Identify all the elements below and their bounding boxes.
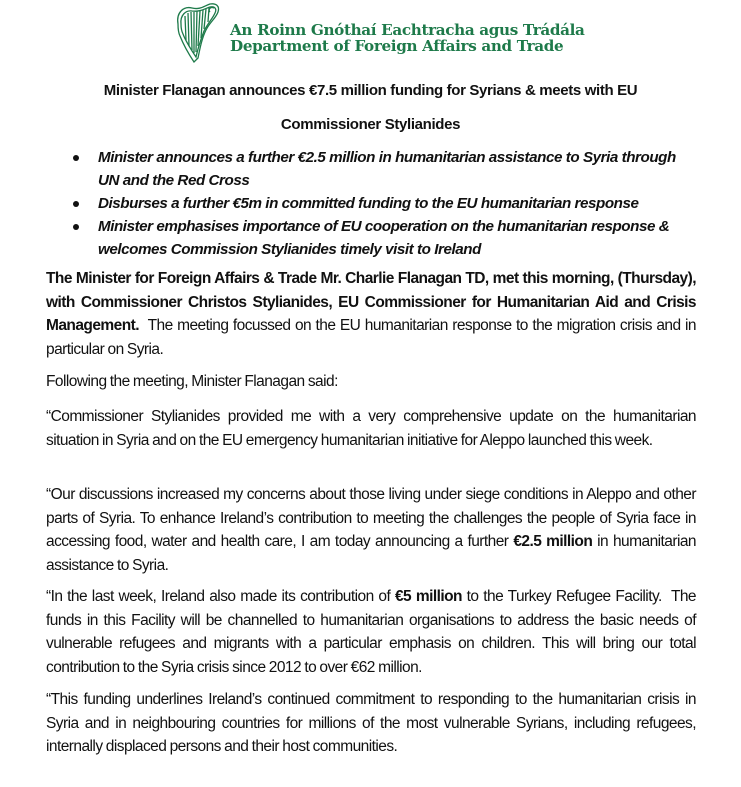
bullet-icon: [73, 224, 79, 230]
department-name: [230, 22, 585, 54]
key-point: [68, 215, 698, 261]
department-name-irish: An Roinn Gnóthaí Eachtracha agus Trádála: [230, 21, 585, 39]
key-point: [68, 146, 698, 192]
key-point-text: Minister announces a further €2.5 million in humanitarian assistance to Syria through UN and the Red Cross: [98, 149, 676, 189]
quote-text: to the Turkey Refugee Facility. The funds in this Facility will be channelled to humanitarian organisations to address the basic needs of vulnerable refugees and migrants with a particular emphasis on children. This will bring our total contribution to the Syria crisis since 2012 to over €62 million.: [46, 588, 700, 676]
bullet-icon: [73, 155, 79, 161]
bullet-icon: [73, 201, 79, 207]
key-point-text: Disburses a further €5m in committed funding to the EU humanitarian response: [98, 195, 639, 212]
department-header: [170, 2, 590, 64]
quote-intro-paragraph: Following the meeting, Minister Flanagan said:: [46, 373, 338, 390]
key-point: [68, 192, 698, 215]
intro-bold-text: The Minister for Foreign Affairs & Trade Mr. Charlie Flanagan TD, met this morning, (Thursday), with Commissioner Christos Stylianides, EU Commissioner for Humanitarian Aid and Crisis Management.: [46, 270, 696, 334]
headline-line-1: Minister Flanagan announces €7.5 million funding for Syrians & meets with EU: [103, 82, 638, 99]
quote-paragraph-4: “This funding underlines Ireland’s continued commitment to responding to the humanitarian crisis in Syria and in neighbouring countries for millions of the most vulnerable Syrians, including refugees, internally displaced persons and their host communities.: [46, 691, 696, 755]
funding-amount: €5 million: [394, 588, 462, 605]
quote-paragraph-1: “Commissioner Stylianides provided me with a very comprehensive update on the humanitarian situation in Syria and on the EU emergency humanitarian initiative for Aleppo launched this week.: [46, 408, 696, 449]
department-name-english: Department of Foreign Affairs and Trade: [230, 37, 564, 55]
funding-amount: €2.5 million: [513, 533, 593, 550]
quote-paragraph-2: [46, 483, 696, 577]
key-point-text: Minister emphasises importance of EU cooperation on the humanitarian response & welcomes Commission Stylianides timely visit to Ireland: [98, 218, 670, 258]
key-points-list: [68, 146, 698, 261]
headline-line-2: Commissioner Stylianides: [280, 116, 461, 133]
intro-text: The meeting focussed on the EU humanitarian response to the migration crisis and in particular on Syria.: [46, 317, 700, 358]
quote-text: “In the last week, Ireland also made its contribution of: [46, 588, 395, 605]
quote-text: in humanitarian assistance to Syria.: [46, 533, 697, 574]
harp-icon: [170, 2, 224, 64]
intro-paragraph: [46, 267, 700, 361]
quote-paragraph-3: [46, 585, 700, 679]
quote-text: “Our discussions increased my concerns about those living under siege conditions in Aleppo and other parts of Syria. To enhance Ireland’s contribution to meeting the challenges the people of Syria face in accessing food, water and health care, I am today announcing a further: [46, 486, 696, 550]
